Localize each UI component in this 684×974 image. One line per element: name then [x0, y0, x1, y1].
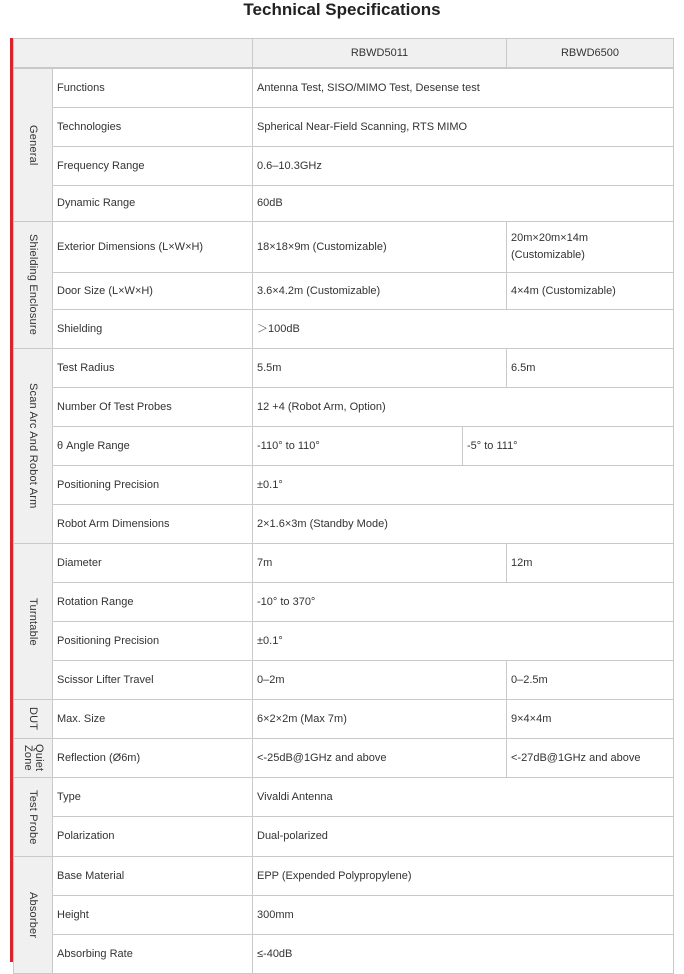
section-category-label: Shielding Enclosure — [27, 234, 39, 336]
spec-label: Absorbing Rate — [52, 934, 253, 974]
section-category — [13, 699, 53, 739]
spec-value-rbwd5011: 0.6–10.3GHz — [252, 146, 674, 186]
spec-label: Positioning Precision — [52, 621, 253, 661]
header-model-rbwd5011: RBWD5011 — [252, 38, 507, 68]
spec-table — [10, 38, 674, 962]
spec-value-rbwd6500: -5° to 111° — [462, 426, 674, 466]
spec-value-rbwd5011: 5.5m — [252, 348, 507, 388]
spec-value-rbwd5011: 6×2×2m (Max 7m) — [252, 699, 507, 739]
section-category-label: Test Probe — [27, 789, 39, 845]
spec-value-rbwd5011: ＞100dB — [252, 309, 674, 349]
spec-value-rbwd5011: ±0.1° — [252, 621, 674, 661]
spec-label: Technologies — [52, 107, 253, 147]
spec-value-rbwd6500: 0–2.5m — [506, 660, 674, 700]
section-category — [13, 777, 53, 857]
spec-label: Rotation Range — [52, 582, 253, 622]
spec-value-rbwd5011: ±0.1° — [252, 465, 674, 505]
spec-label: Positioning Precision — [52, 465, 253, 505]
spec-value-rbwd5011: 3.6×4.2m (Customizable) — [252, 272, 507, 310]
spec-label: Diameter — [52, 543, 253, 583]
section-category-label: Quiet Zone — [22, 744, 45, 772]
spec-value-rbwd5011: -110° to 110° — [252, 426, 463, 466]
spec-value-rbwd5011: 7m — [252, 543, 507, 583]
spec-value-rbwd5011: 18×18×9m (Customizable) — [252, 221, 507, 273]
spec-label: Dynamic Range — [52, 185, 253, 222]
spec-value-rbwd5011: 0–2m — [252, 660, 507, 700]
spec-value-rbwd5011: -10° to 370° — [252, 582, 674, 622]
spec-value-rbwd5011: Dual-polarized — [252, 816, 674, 857]
section-category-label: General — [27, 124, 39, 166]
spec-label: Type — [52, 777, 253, 817]
spec-value-rbwd5011: <-25dB@1GHz and above — [252, 738, 507, 778]
section-category-label: Absorber — [27, 891, 39, 939]
section-category-label: Turntable — [27, 597, 39, 646]
section-category-label: Scan Arc And Robot Arm — [27, 383, 39, 509]
section-category — [13, 856, 53, 974]
spec-label: Polarization — [52, 816, 253, 857]
spec-label: Shielding — [52, 309, 253, 349]
spec-label: Exterior Dimensions (L×W×H) — [52, 221, 253, 273]
spec-value-rbwd5011: Antenna Test, SISO/MIMO Test, Desense test — [252, 68, 674, 108]
section-category — [13, 738, 53, 778]
section-category — [13, 543, 53, 700]
header-corner — [13, 38, 253, 68]
spec-value-rbwd6500: 20m×20m×14m (Customizable) — [506, 221, 674, 273]
spec-label: Height — [52, 895, 253, 935]
header-model-rbwd6500: RBWD6500 — [506, 38, 674, 68]
spec-label: Reflection (Ø6m) — [52, 738, 253, 778]
spec-value-rbwd6500: 9×4×4m — [506, 699, 674, 739]
spec-value-rbwd6500: 4×4m (Customizable) — [506, 272, 674, 310]
spec-value-rbwd5011: 60dB — [252, 185, 674, 222]
spec-label: Robot Arm Dimensions — [52, 504, 253, 544]
spec-label: θ Angle Range — [52, 426, 253, 466]
spec-value-rbwd5011: Spherical Near-Field Scanning, RTS MIMO — [252, 107, 674, 147]
section-category — [13, 221, 53, 349]
spec-value-rbwd5011: Vivaldi Antenna — [252, 777, 674, 817]
spec-value-rbwd5011: 300mm — [252, 895, 674, 935]
page-title: Technical Specifications — [243, 0, 441, 19]
spec-value-rbwd6500: <-27dB@1GHz and above — [506, 738, 674, 778]
spec-value-rbwd5011: 2×1.6×3m (Standby Mode) — [252, 504, 674, 544]
spec-label: Number Of Test Probes — [52, 387, 253, 427]
spec-value-rbwd5011: 12 +4 (Robot Arm, Option) — [252, 387, 674, 427]
spec-label: Max. Size — [52, 699, 253, 739]
spec-label: Door Size (L×W×H) — [52, 272, 253, 310]
spec-value-rbwd6500: 6.5m — [506, 348, 674, 388]
spec-label: Scissor Lifter Travel — [52, 660, 253, 700]
section-category — [13, 68, 53, 222]
spec-value-rbwd5011: ≤-40dB — [252, 934, 674, 974]
spec-label: Test Radius — [52, 348, 253, 388]
spec-label: Base Material — [52, 856, 253, 896]
section-category — [13, 348, 53, 544]
section-category-label: DUT — [27, 707, 39, 731]
spec-value-rbwd6500: 12m — [506, 543, 674, 583]
spec-label: Functions — [52, 68, 253, 108]
spec-value-rbwd5011: EPP (Expended Polypropylene) — [252, 856, 674, 896]
spec-label: Frequency Range — [52, 146, 253, 186]
